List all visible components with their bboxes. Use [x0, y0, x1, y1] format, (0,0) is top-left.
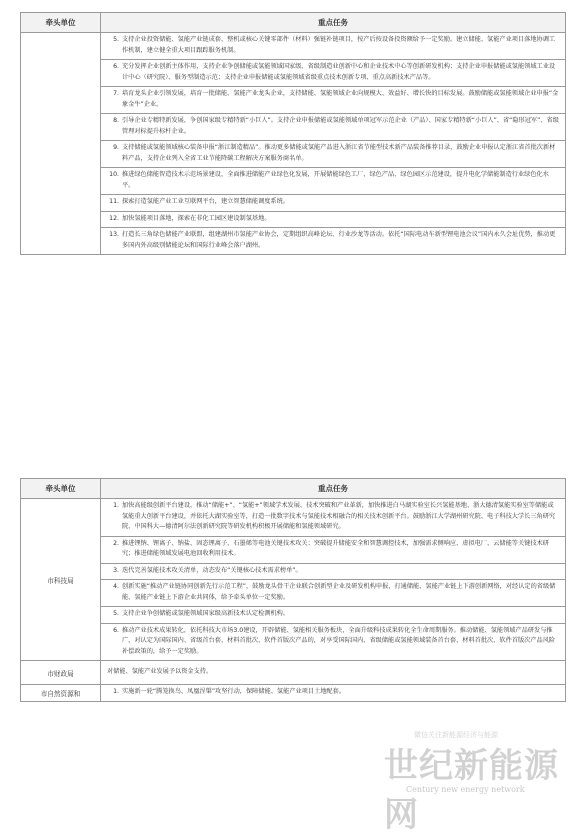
task-item	[101, 62, 565, 83]
table-row	[21, 607, 566, 624]
task-cell	[101, 211, 566, 228]
task-text: 推进绿色储能智造技术示范场景建设，全面推进储能产业绿色化发展，开展储能绿色工厂、绿色产品、绿色园区示范建设，提升电化学储能制造行业绿色化水平。	[122, 171, 549, 189]
task-cell	[101, 195, 566, 212]
task-number: 7.	[113, 90, 119, 97]
task-item	[101, 89, 565, 110]
task-item	[101, 566, 565, 577]
task-text: 充分发挥企业创新主体作用，支持企业争创储能或氢能领域国家级、省级制造业创新中心和企业技术中心等创新研发机构；支持企业申报储能或氢能领域工业设计中心（研究院）、服务型制造示范；支持企业申报储能或氢能领域省级重点技术创新专项、重点高新技术产品等。	[122, 63, 556, 81]
task-item	[101, 582, 565, 603]
table-row	[21, 195, 566, 212]
task-number: 5.	[113, 36, 119, 43]
task-number: 2.	[113, 539, 119, 547]
task-item	[101, 626, 565, 658]
task-number: 11.	[109, 198, 119, 205]
task-item	[101, 687, 565, 698]
task-item	[101, 214, 565, 225]
task-number: 12.	[109, 214, 119, 222]
table-row	[21, 168, 566, 195]
task-number: 1.	[113, 688, 119, 695]
task-text: 打造长三角绿色储能产业联盟，组建湖州市氢能产业协会，定期组织高峰论坛、行业沙龙等活动。依托“国际电动车新型锂电池会议”国内永久会址优势，推动更多国内外高级别储能论坛和国际行业峰会落户湖州。	[122, 231, 556, 249]
task-cell	[101, 499, 566, 537]
task-text: 支持储能或氢能领域核心装备申报“浙江制造精品”。推动更多储能或氢能产品进入浙江省节能型技术新产品装备推荐目录，鼓励企业申报认定浙江省首批次新材料产品，支持企业列入全省工业节能降碳工程解决方案服务商名单。	[122, 144, 556, 162]
task-cell	[101, 580, 566, 607]
task-text: 培育龙头企业引领发展，培育一批储能、氢能产业龙头企业，支持储能、氢能领域企业向规模大、效益好、增长快的目标发展。鼓励储能或氢能领域企业申报“金象金牛”企业。	[122, 90, 559, 108]
task-text: 探索打造氢能产业工业互联网平台，建立智慧储能调度系统。	[122, 198, 290, 205]
task-number: 4.	[113, 583, 119, 590]
task-text: 对储能、氢能产业发展予以资金支持。	[101, 661, 566, 685]
task-item	[101, 116, 565, 137]
task-text: 支持企业投资储能、氢能产业链成套、整机或核心关键零部件（材料）强链补链项目，按产后按设备投资额给予一定奖励。建立储能、氢能产业项目落地协调工作机制，建立健全重大项目跟踪服务机制。	[122, 36, 556, 54]
task-cell	[101, 685, 566, 702]
task-item	[101, 230, 565, 251]
task-cell	[101, 33, 566, 60]
table-row	[21, 563, 566, 580]
table-row	[21, 87, 566, 114]
task-text: 实施新一轮“腾笼换鸟、凤凰涅槃”攻坚行动，保障储能、氢能产业项目土地配套。	[122, 688, 345, 695]
table-header-row	[21, 13, 566, 33]
task-cell	[101, 536, 566, 563]
lead-unit-science-bureau: 市科技局	[21, 499, 101, 661]
task-text: 支持企业争创储能或氢能领域国家级高新技术认定检测机构。	[122, 610, 290, 617]
table-row	[21, 211, 566, 228]
task-item	[101, 143, 565, 164]
table-row	[21, 60, 566, 87]
task-cell	[101, 114, 566, 141]
task-number: 6.	[113, 626, 119, 634]
task-item	[101, 35, 565, 56]
task-item	[101, 197, 565, 208]
lead-unit-natural-resources: 市自然资源和	[21, 685, 101, 702]
task-number: 10.	[109, 171, 119, 178]
task-number: 13.	[109, 231, 119, 238]
table-row	[21, 33, 566, 60]
task-table-1	[20, 12, 566, 255]
header-key-tasks: 重点任务	[101, 13, 566, 33]
table-header-row	[21, 479, 566, 499]
header-key-tasks: 重点任务	[101, 479, 566, 499]
table-row	[21, 114, 566, 141]
task-number: 6.	[113, 63, 119, 70]
task-cell	[101, 623, 566, 661]
watermark	[384, 731, 584, 835]
task-item	[101, 539, 565, 560]
table-body	[21, 33, 566, 255]
table-row	[21, 661, 566, 685]
task-text: 创新实施“推动产业链协同创新先行示范工程”，鼓励龙头骨干企业联合创新型企业及研发机构申报，打通储能、氢能产业链上下游创新网络，对经认定的省级储能、氢能产业链上下游企业共同体，给予牵头单位一定奖励。	[122, 583, 556, 601]
table-body	[21, 499, 566, 702]
task-number: 8.	[113, 117, 119, 124]
task-cell	[101, 228, 566, 255]
task-text: 迭代完善氢能技术攻关清单，动态发布“关键核心技术需求榜单”。	[122, 566, 302, 574]
task-table-2	[20, 478, 566, 702]
task-cell	[101, 87, 566, 114]
task-cell	[101, 60, 566, 87]
task-number: 5.	[113, 610, 119, 617]
table-row	[21, 580, 566, 607]
watermark-top-text: 微信关注新能源经济与能源	[414, 731, 498, 739]
task-text: 推进锂钠、锂离子、钠盐、固态锂离子、石墨烯等电池关键技术攻关；突破提升储能安全和智慧调控技术，加强需求侧响应、虚拟电厂、云储能等关键技术研究；推进储能领域发展电池回收利用技术。	[122, 539, 549, 557]
task-text: 加快高能级创新平台建设，推动“储能+”、“氢能+”领域学术发展、技术突破和产业革新，加快推进白马湖实验室长兴氢能基地、浙大德清氢能实验室等储能或氢能重大创新平台建设，并依托大湖实验室等，打造一批数字技术与氢能技术相融合的相关技术创新平台。鼓励浙江大学湖州研究院、电子科技大学长三角研究院、中国科大—德清阿尔法创新研究院等研发机构积极开展储能和氢能领域研究。	[122, 502, 556, 530]
watermark-subtitle: Century new energy network	[406, 785, 525, 794]
task-cell	[101, 563, 566, 580]
task-item	[101, 609, 565, 620]
watermark-logo-text: 世纪新能源网	[384, 746, 559, 835]
table-row	[21, 499, 566, 537]
lead-unit-cell	[21, 33, 101, 255]
table-row	[21, 623, 566, 661]
table-row	[21, 141, 566, 168]
task-cell	[101, 607, 566, 624]
task-cell	[101, 168, 566, 195]
task-number: 1.	[113, 502, 119, 509]
task-item	[101, 170, 565, 191]
task-text: 推动产业技术成果转化，依托科技大市场3.0建设，开辟储能、氢能相关服务板块，全面升级科技成果转化全生命周期服务。推动储能、氢能领域产品研发与推广，对认定为国际国内、省级首台套、材料首批次、软件首版次产品的，对享受国际国内、省级储能或氢能领域装备首台套、材料首批次、软件首版次产品风险补偿政策的，给予一定奖励。	[122, 626, 556, 655]
task-text: 加快氢能项目落地，探索在非化工园区建设制氢基地。	[122, 214, 271, 222]
table-row	[21, 685, 566, 702]
header-lead-unit: 牵头单位	[21, 13, 101, 33]
table-row	[21, 536, 566, 563]
task-number: 3.	[113, 566, 119, 574]
task-number: 9.	[113, 144, 119, 151]
table-row	[21, 228, 566, 255]
task-text: 引导企业专精特新发展，争创国家级专精特新“小巨人”。支持企业申报储能或氢能领域单项冠军示范企业（产品）、国家专精特新“小巨人”、省“隐形冠军”、省级管理对标提升标杆企业。	[122, 117, 559, 135]
task-item	[101, 501, 565, 533]
lead-unit-finance-bureau: 市财政局	[21, 661, 101, 685]
task-cell	[101, 141, 566, 168]
header-lead-unit: 牵头单位	[21, 479, 101, 499]
